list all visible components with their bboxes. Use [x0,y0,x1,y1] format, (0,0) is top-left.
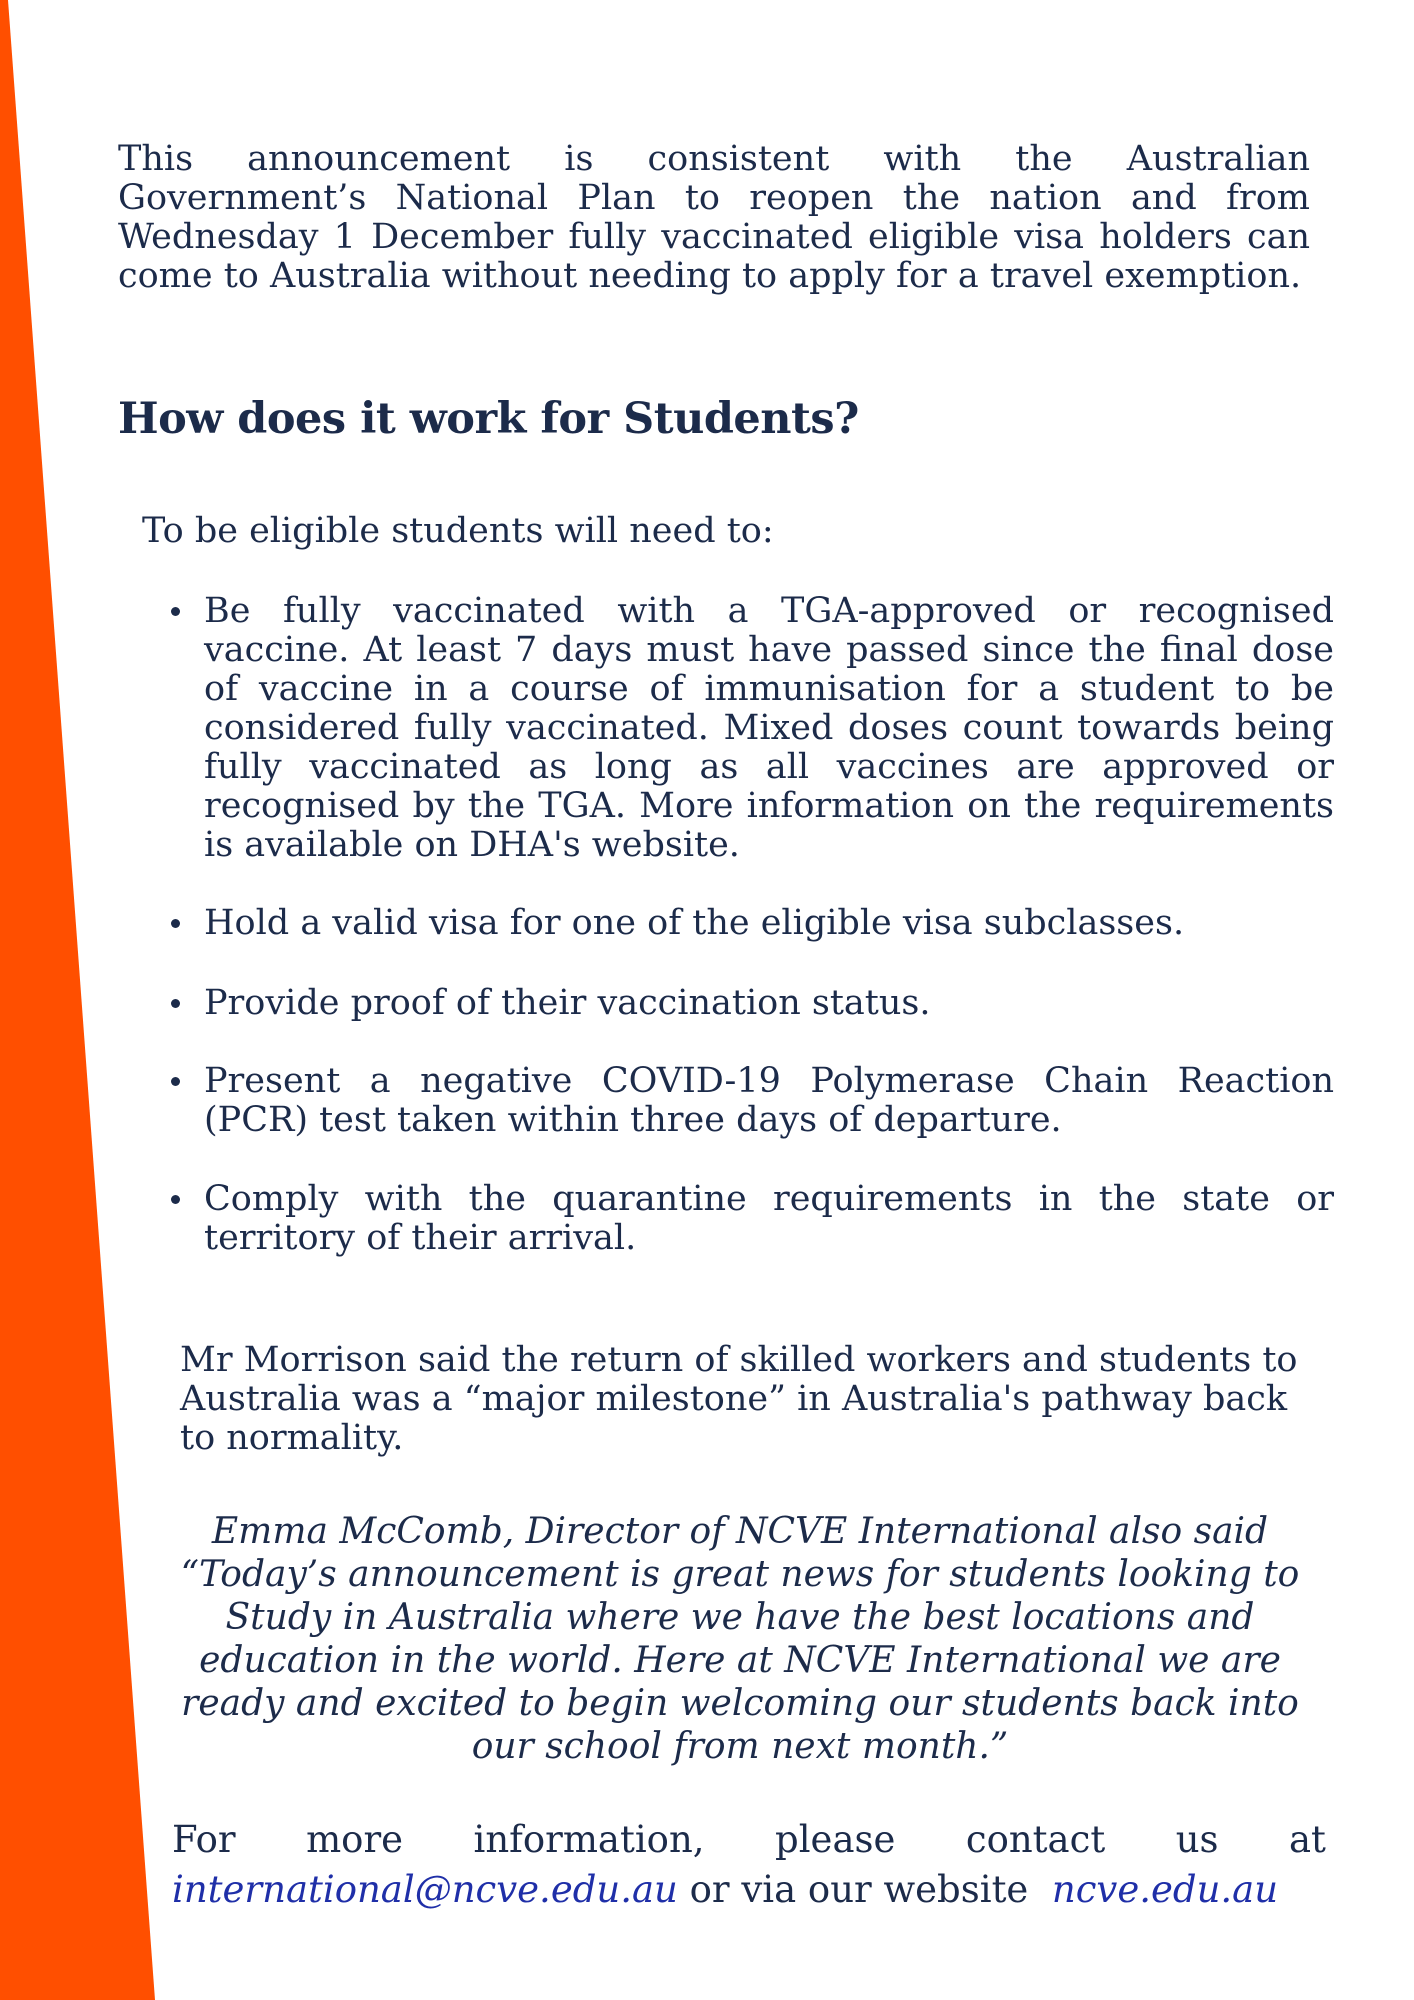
contact-word: information, [473,1818,705,1861]
bullet-icon [171,607,180,616]
bullet-icon [171,1077,180,1086]
contact-word: For [172,1818,236,1861]
eligibility-lead: To be eligible students will need to: [142,511,774,551]
list-item-text: Hold a valid visa for one of the eligible visa subclasses. [204,903,1185,943]
intro-paragraph: This announcement is consistent with the Australian Government’s National Plan to reopen the nation and from Wednesday 1 December fully vaccinated eligible visa holders can come to Australia without needing to apply for a travel exemption. [118,139,1310,296]
contact-word: please [775,1818,896,1861]
morrison-quote: Mr Morrison said the return of skilled workers and students to Australia was a “major milestone” in Australia's pathway back to normality. [180,1340,1298,1458]
list-item-text: Be fully vaccinated with a TGA-approved or recognised vaccine. At least 7 days must have passed since the final dose of vaccine in a course of immunisation for a student to be considered fully vaccinated. Mixed doses count towards being fully vaccinated as long as all vaccines are approved or recognised by the TGA. More information on the requirements is available on DHA's website. [204,591,1334,865]
website-link[interactable]: ncve.edu.au [1051,1868,1279,1911]
contact-middle-text: or via our website [689,1868,1029,1911]
contact-links-line [172,1865,1326,1915]
contact-paragraph [172,1815,1326,1915]
contact-intro-line [172,1815,1326,1865]
email-link[interactable]: international@ncve.edu.au [172,1868,678,1911]
accent-stripe-shape [0,0,155,2000]
contact-word: at [1288,1818,1326,1861]
mccomb-quote: Emma McComb, Director of NCVE International also said “Today’s announcement is great news for students looking to Study in Australia where we have the best locations and education in the world. Here at NCVE International we are ready and excited to begin welcoming our students back into our school from next month.” [180,1511,1300,1767]
list-item [204,1180,1334,1258]
contact-word: contact [965,1818,1106,1861]
list-item-text: Provide proof of their vaccination status. [204,983,931,1023]
bullet-icon [171,919,180,928]
section-heading: How does it work for Students? [118,394,859,444]
list-item [204,904,1334,943]
bullet-icon [171,1195,180,1204]
list-item-text: Present a negative COVID-19 Polymerase Chain Reaction (PCR) test taken within three days of departure. [204,1061,1334,1140]
accent-stripe [0,0,160,2000]
list-item [204,592,1334,865]
contact-word: more [306,1818,404,1861]
contact-word: us [1175,1818,1219,1861]
list-item-text: Comply with the quarantine requirements in the state or territory of their arrival. [204,1179,1334,1258]
list-item [204,984,1334,1023]
list-item [204,1062,1334,1140]
bullet-icon [171,999,180,1008]
